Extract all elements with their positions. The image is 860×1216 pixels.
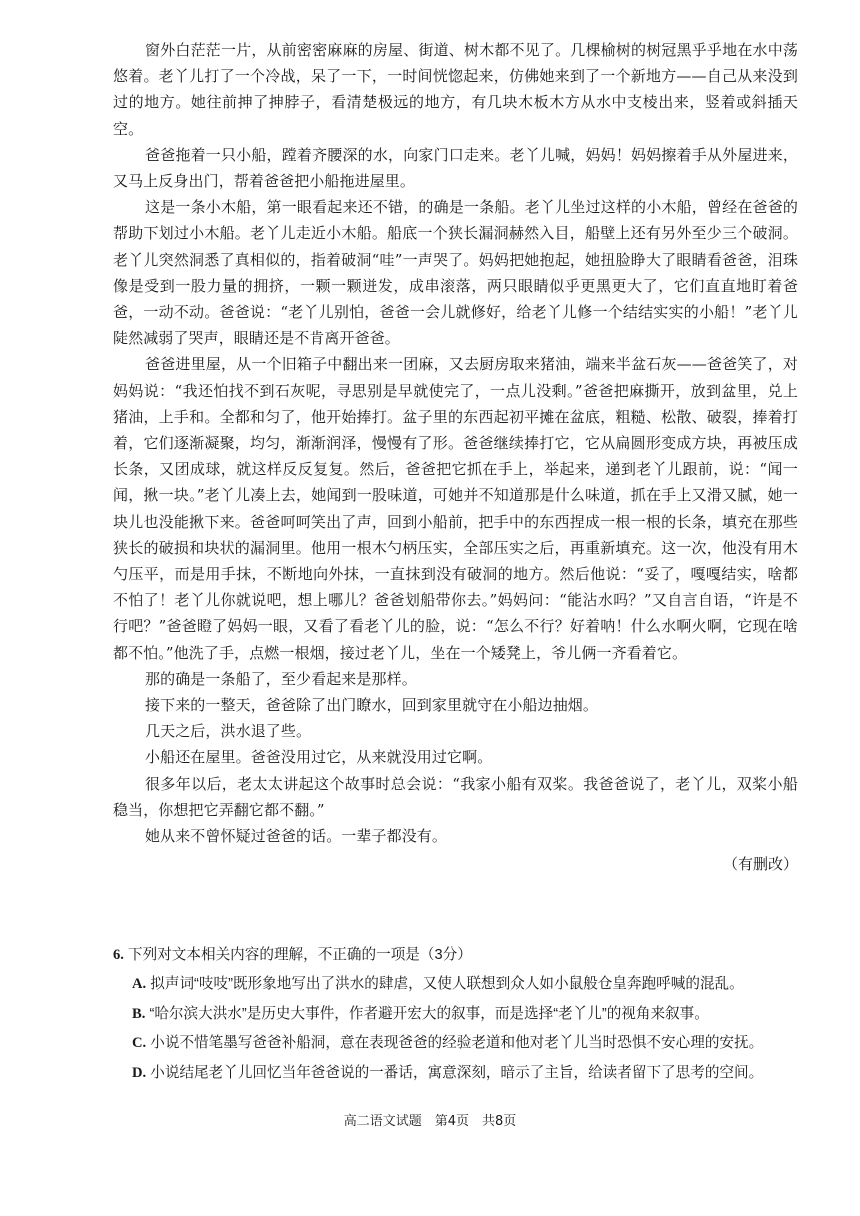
option-letter: D.: [132, 1064, 147, 1081]
story-paragraph: 爸爸进里屋，从一个旧箱子中翻出来一团麻，又去厨房取来猪油，端来半盆石灰——爸爸笑了，对妈妈说：“我还怕找不到石灰呢，寻思别是早就使完了，一点儿没剩。”爸爸把麻撕开，放到盆里，兑上猪油，上手和。全都和匀了，他开始捧打。盆子里的东西起初平摊在盆底，粗糙、松散、破裂，捧着打着，它们逐渐凝聚，均匀，渐渐润泽，慢慢有了形。爸爸继续捧打它，它从扁圆形变成方块，再被压成长条，又团成球，就这样反反复复。然后，爸爸把它抓在手上，举起来，递到老丫儿跟前，说：“闻一闻，揪一块。”老丫儿凑上去，她闻到一股味道，可她并不知道那是什么味道，抓在手上又滑又腻，她一块儿也没能揪下来。爸爸呵呵笑出了声，回到小船前，把手中的东西捏成一根一根的长条，填充在那些狭长的破损和块状的漏洞里。他用一根木勺柄压实，全部压实之后，再重新填充。这一次，他没有用木勺压平，而是用手抹，不断地向外抹，一直抹到没有破洞的地方。然后他说：“妥了，嘎嘎结实，啥都不怕了！老丫儿你就说吧，想上哪儿？爸爸划船带你去。”妈妈问：“能沾水吗？”又自言自语，“许是不行吧？”爸爸瞪了妈妈一眼，又看了看老丫儿的脸，说：“怎么不行？好着呐！什么水啊火啊，它现在啥都不怕。”他洗了手，点燃一根烟，接过老丫儿，坐在一个矮凳上，爷儿俩一齐看着它。: [113, 355, 798, 662]
page-footer: 高二语文试题 第4页 共8页: [343, 1114, 517, 1129]
option-letter: C.: [132, 1035, 147, 1051]
option-b: [113, 1000, 813, 1030]
story-paragraph: 几天之后，洪水退了些。: [145, 722, 312, 741]
option-d: [113, 1059, 813, 1089]
question-number: 6.: [113, 947, 124, 963]
option-letter: B.: [132, 1005, 146, 1022]
question-6: [113, 941, 813, 1088]
option-c: [113, 1029, 813, 1059]
option-a: [113, 970, 813, 1000]
story-paragraph: 这是一条小木船，第一眼看起来还不错，的确是一条船。老丫儿坐过这样的小木船，曾经在爸爸的帮助下划过小木船。老丫儿走近小木船。船底一个狭长漏洞赫然入目，船壁上还有另外至少三个破洞。老丫儿突然洞悉了真相似的，指着破洞“哇”一声哭了。妈妈把她抱起，她扭脸睁大了眼睛看爸爸，泪珠像是受到一股力量的拥挤，一颗一颗迸发，成串滚落，两只眼睛似乎更黑更大了，它们直直地盯着爸爸，一动不动。爸爸说：“老丫儿别怕，爸爸一会儿就修好，给老丫儿修一个结结实实的小船！”老丫儿陡然减弱了哭声，眼睛还是不肯离开爸爸。: [113, 198, 798, 348]
story-paragraph: 接下来的一整天，爸爸除了出门瞭水，回到家里就守在小船边抽烟。: [145, 696, 599, 715]
question-text: 下列对文本相关内容的理解，不正确的一项是（3分）: [128, 947, 472, 963]
option-letter: A.: [132, 976, 147, 992]
story-text: [113, 37, 798, 877]
story-paragraph: 爸爸拖着一只小船，蹚着齐腰深的水，向家门口走来。老丫儿喊，妈妈！妈妈擦着手从外屋进来，又马上反身出门，帮着爸爸把小船拖进屋里。: [113, 145, 798, 191]
story-paragraph: 窗外白茫茫一片，从前密密麻麻的房屋、街道、树木都不见了。几棵榆树的树冠黑乎乎地在水中荡悠着。老丫儿打了一个冷战，呆了一下，一时间恍惚起来，仿佛她来到了一个新地方——自己从来没到过的地方。她往前抻了抻脖子，看清楚极远的地方，有几块木板木方从水中支棱出来，竖着或斜插天空。: [113, 41, 798, 138]
option-text: 小说结尾老丫儿回忆当年爸爸说的一番话，寓意深刻，暗示了主旨，给读者留下了思考的空间。: [150, 1064, 764, 1081]
story-paragraph: 她从来不曾怀疑过爸爸的话。一辈子都没有。: [145, 827, 448, 846]
question-stem: [113, 941, 813, 970]
story-paragraph: 很多年以后，老太太讲起这个故事时总会说：“我家小船有双桨。我爸爸说了，老丫儿，双桨小船稳当，你想把它弄翻它都不翻。”: [113, 774, 798, 819]
option-text: “哈尔滨大洪水”是历史大事件，作者避开宏大的叙事，而是选择“老丫儿”的视角来叙事。: [149, 1005, 709, 1022]
source-note: （有删改）: [722, 855, 798, 874]
option-text: 小说不惜笔墨写爸爸补船洞，意在表现爸爸的经验老道和他对老丫儿当时恐惧不安心理的安抚。: [150, 1035, 764, 1051]
option-text: 拟声词“吱吱”既形象地写出了洪水的肆虐，又使人联想到众人如小鼠般仓皇奔跑呼喊的混乱。: [150, 976, 744, 992]
story-paragraph: 那的确是一条船了，至少看起来是那样。: [145, 669, 417, 688]
story-paragraph: 小船还在屋里。爸爸没用过它，从来就没用过它啊。: [145, 748, 493, 767]
